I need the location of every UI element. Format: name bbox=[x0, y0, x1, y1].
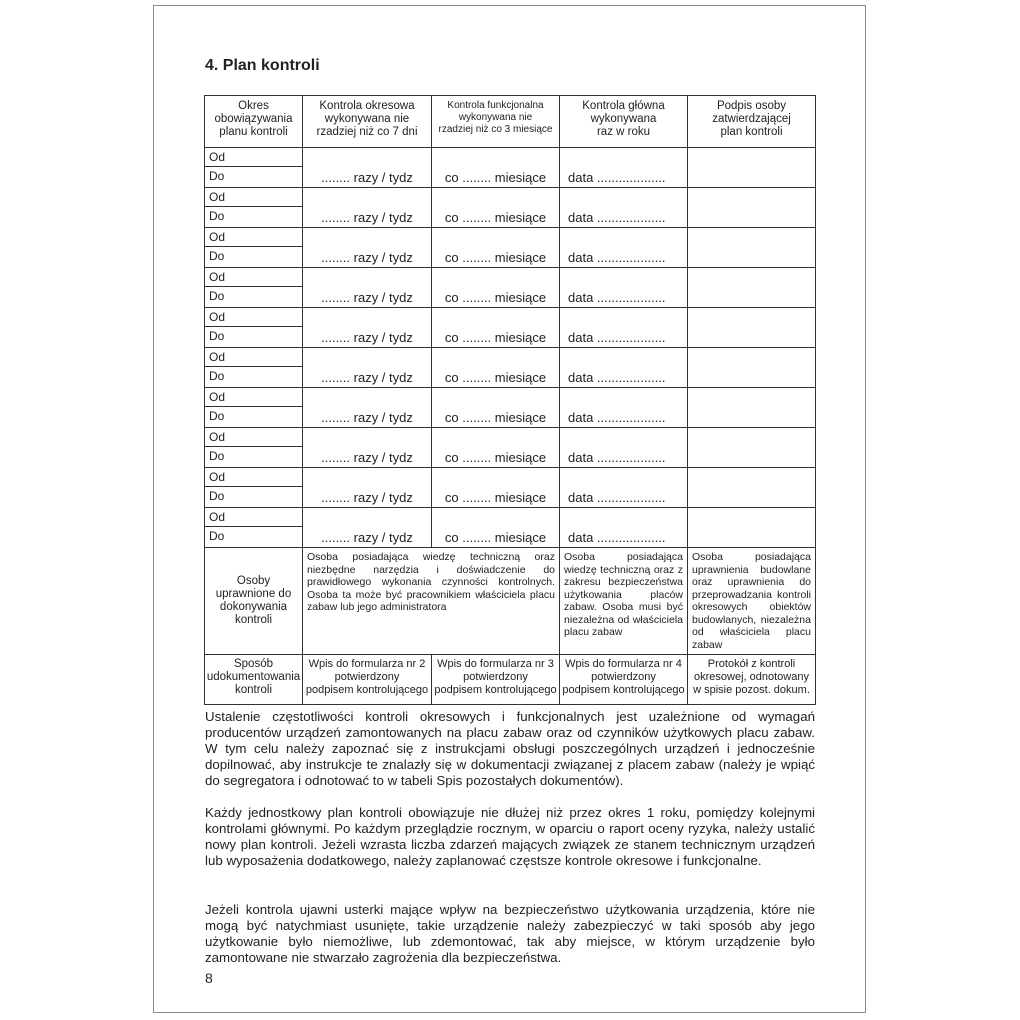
table-row bbox=[205, 388, 816, 428]
table-row bbox=[205, 308, 816, 348]
table-row bbox=[205, 348, 816, 388]
header-periodic-line: wykonywana nie bbox=[324, 113, 410, 125]
header-period-line: planu kontroli bbox=[219, 126, 288, 138]
method-functional bbox=[432, 655, 560, 705]
main-date-field[interactable]: data ................... bbox=[560, 388, 688, 428]
periodic-frequency-field[interactable]: ........ razy / tydz bbox=[303, 388, 432, 428]
page-number: 8 bbox=[205, 970, 213, 986]
header-periodic bbox=[303, 96, 432, 148]
header-periodic-line: Kontrola okresowa bbox=[319, 100, 415, 112]
persons-label-line: Osoby bbox=[236, 575, 271, 587]
signature-field[interactable] bbox=[688, 388, 816, 428]
do-field[interactable]: Do bbox=[209, 409, 225, 423]
period-cell bbox=[205, 308, 303, 348]
periodic-frequency-field[interactable]: ........ razy / tydz bbox=[303, 348, 432, 388]
functional-frequency-field[interactable]: co ........ miesiące bbox=[432, 308, 560, 348]
main-date-field[interactable]: data ................... bbox=[560, 428, 688, 468]
method-line: Wpis do formularza nr 2 bbox=[308, 658, 426, 670]
period-cell bbox=[205, 188, 303, 228]
control-plan-table bbox=[204, 95, 816, 705]
table-row bbox=[205, 508, 816, 548]
method-label-line: udokumentowania bbox=[206, 671, 301, 683]
od-field[interactable]: Od bbox=[205, 468, 302, 487]
persons-functional: Osoba posiadająca wiedzę techniczną oraz z zakresu bezpieczeństwa użytkowania placów zabaw. Osoba musi być niezależna od właściciela placu zabaw bbox=[560, 548, 688, 655]
do-field[interactable]: Do bbox=[209, 289, 225, 303]
method-line: potwierdzony bbox=[334, 671, 400, 683]
method-line: okresowej, odnotowany bbox=[694, 671, 809, 683]
header-period-line: Okres bbox=[238, 100, 269, 112]
header-periodic-line: rzadziej niż co 7 dni bbox=[316, 126, 418, 138]
periodic-frequency-field[interactable]: ........ razy / tydz bbox=[303, 468, 432, 508]
periodic-frequency-field[interactable]: ........ razy / tydz bbox=[303, 428, 432, 468]
periodic-frequency-field[interactable]: ........ razy / tydz bbox=[303, 148, 432, 188]
od-field[interactable]: Od bbox=[205, 388, 302, 407]
do-field[interactable]: Do bbox=[209, 449, 225, 463]
method-row bbox=[205, 655, 816, 705]
signature-field[interactable] bbox=[688, 308, 816, 348]
method-line: podpisem kontrolującego bbox=[434, 684, 557, 696]
method-signature bbox=[688, 655, 816, 705]
do-field[interactable]: Do bbox=[209, 209, 225, 223]
header-functional-line: rzadziej niż co 3 miesiące bbox=[438, 124, 553, 135]
periodic-frequency-field[interactable]: ........ razy / tydz bbox=[303, 268, 432, 308]
header-main bbox=[560, 96, 688, 148]
table-row bbox=[205, 268, 816, 308]
persons-main: Osoba posiadająca uprawnienia budowlane oraz uprawnienia do przeprowadzania kontroli okresowych obiektów budowlanych, niezależna od właściciela placu zabaw bbox=[688, 548, 816, 655]
functional-frequency-field[interactable]: co ........ miesiące bbox=[432, 468, 560, 508]
od-field[interactable]: Od bbox=[205, 148, 302, 167]
persons-label-line: kontroli bbox=[234, 614, 273, 626]
persons-label-line: uprawnione do bbox=[215, 588, 292, 600]
header-signature bbox=[688, 96, 816, 148]
periodic-frequency-field[interactable]: ........ razy / tydz bbox=[303, 508, 432, 548]
signature-field[interactable] bbox=[688, 228, 816, 268]
header-functional bbox=[432, 96, 560, 148]
main-date-field[interactable]: data ................... bbox=[560, 348, 688, 388]
period-cell bbox=[205, 348, 303, 388]
method-line: Wpis do formularza nr 3 bbox=[437, 658, 554, 670]
method-main bbox=[560, 655, 688, 705]
do-field[interactable]: Do bbox=[209, 489, 225, 503]
periodic-frequency-field[interactable]: ........ razy / tydz bbox=[303, 228, 432, 268]
persons-label-line: dokonywania bbox=[219, 601, 288, 613]
paragraph-defects: Jeżeli kontrola ujawni usterki mające wpływ na bezpieczeństwo użytkowania urządzenia, które nie mogą być natychmiast usunięte, takie urządzenie należy zabezpieczyć w taki sposób aby jego użytkowanie było niemożliwe, lub zdemontować, tak aby miejsce, w którym urządzenie było zamontowane nie stwarzało zagrożenia dla bezpieczeństwa. bbox=[205, 902, 815, 966]
method-line: potwierdzony bbox=[591, 671, 656, 683]
period-cell bbox=[205, 388, 303, 428]
table-row bbox=[205, 188, 816, 228]
method-line: Wpis do formularza nr 4 bbox=[565, 658, 682, 670]
do-field[interactable]: Do bbox=[209, 249, 225, 263]
header-signature-line: zatwierdzającej bbox=[712, 113, 791, 125]
do-field[interactable]: Do bbox=[209, 529, 225, 543]
header-functional-line: wykonywana nie bbox=[458, 112, 533, 123]
main-date-field[interactable]: data ................... bbox=[560, 308, 688, 348]
signature-field[interactable] bbox=[688, 348, 816, 388]
functional-frequency-field[interactable]: co ........ miesiące bbox=[432, 428, 560, 468]
do-field[interactable]: Do bbox=[209, 169, 225, 183]
od-field[interactable]: Od bbox=[205, 228, 302, 247]
header-signature-line: plan kontroli bbox=[720, 126, 783, 138]
table-row bbox=[205, 468, 816, 508]
header-functional-line: Kontrola funkcjonalna bbox=[447, 100, 544, 111]
signature-field[interactable] bbox=[688, 268, 816, 308]
functional-frequency-field[interactable]: co ........ miesiące bbox=[432, 268, 560, 308]
method-periodic bbox=[303, 655, 432, 705]
signature-field[interactable] bbox=[688, 188, 816, 228]
paragraph-validity: Każdy jednostkowy plan kontroli obowiązuje nie dłużej niż przez okres 1 roku, pomiędzy kolejnymi kontrolami głównymi. Po każdym przeglądzie rocznym, w oparciu o raport oceny ryzyka, należy ustalić nowy plan kontroli. Jeżeli wzrasta liczba zdarzeń mających związek ze stanem technicznym urządzeń lub wyposażenia dodatkowego, należy zaplanować częstsze kontrole okresowe i funkcjonalne. bbox=[205, 805, 815, 869]
od-field[interactable]: Od bbox=[205, 308, 302, 327]
method-line: podpisem kontrolującego bbox=[305, 684, 429, 696]
persons-row bbox=[205, 548, 816, 655]
od-field[interactable]: Od bbox=[205, 508, 302, 527]
period-cell bbox=[205, 468, 303, 508]
period-cell bbox=[205, 428, 303, 468]
header-main-line: wykonywana bbox=[590, 113, 657, 125]
method-label bbox=[205, 655, 303, 705]
method-line: podpisem kontrolującego bbox=[562, 684, 685, 696]
method-line: potwierdzony bbox=[463, 671, 528, 683]
do-field[interactable]: Do bbox=[209, 369, 225, 383]
functional-frequency-field[interactable]: co ........ miesiące bbox=[432, 388, 560, 428]
header-period-line: obowiązywania bbox=[214, 113, 293, 125]
paragraph-frequency: Ustalenie częstotliwości kontroli okresowych i funkcjonalnych jest uzależnione od wymagań producentów urządzeń zamontowanych na placu zabaw oraz od czynników użytkowych placu zabaw. W tym celu należy zapoznać się z instrukcjami obsługi poszczególnych urządzeń i jednocześnie dopilnować, aby instrukcje te znalazły się w dokumentacji związanej z placem zabaw (należy je wpiąć do segregatora i odnotować to w tabeli Spis pozostałych dokumentów). bbox=[205, 709, 815, 789]
method-line: w spisie pozost. dokum. bbox=[693, 684, 810, 696]
functional-frequency-field[interactable]: co ........ miesiące bbox=[432, 148, 560, 188]
method-label-line: Sposób bbox=[233, 658, 273, 670]
period-cell bbox=[205, 148, 303, 188]
main-date-field[interactable]: data ................... bbox=[560, 508, 688, 548]
main-date-field[interactable]: data ................... bbox=[560, 228, 688, 268]
section-title: 4. Plan kontroli bbox=[205, 57, 320, 74]
signature-field[interactable] bbox=[688, 428, 816, 468]
table-row bbox=[205, 148, 816, 188]
table-header-row bbox=[205, 96, 816, 148]
table-body bbox=[205, 148, 816, 705]
table-row bbox=[205, 228, 816, 268]
od-field[interactable]: Od bbox=[205, 348, 302, 367]
main-date-field[interactable]: data ................... bbox=[560, 188, 688, 228]
period-cell bbox=[205, 268, 303, 308]
periodic-frequency-field[interactable]: ........ razy / tydz bbox=[303, 308, 432, 348]
signature-field[interactable] bbox=[688, 148, 816, 188]
header-period bbox=[205, 96, 303, 148]
period-cell bbox=[205, 508, 303, 548]
functional-frequency-field[interactable]: co ........ miesiące bbox=[432, 348, 560, 388]
method-line: Protokół z kontroli bbox=[707, 658, 796, 670]
header-signature-line: Podpis osoby bbox=[716, 100, 787, 112]
functional-frequency-field[interactable]: co ........ miesiące bbox=[432, 188, 560, 228]
od-field[interactable]: Od bbox=[205, 268, 302, 287]
signature-field[interactable] bbox=[688, 508, 816, 548]
header-main-line: raz w roku bbox=[596, 126, 651, 138]
functional-frequency-field[interactable]: co ........ miesiące bbox=[432, 228, 560, 268]
signature-field[interactable] bbox=[688, 468, 816, 508]
main-date-field[interactable]: data ................... bbox=[560, 148, 688, 188]
functional-frequency-field[interactable]: co ........ miesiące bbox=[432, 508, 560, 548]
periodic-frequency-field[interactable]: ........ razy / tydz bbox=[303, 188, 432, 228]
do-field[interactable]: Do bbox=[209, 329, 225, 343]
method-label-line: kontroli bbox=[234, 684, 273, 696]
od-field[interactable]: Od bbox=[205, 428, 302, 447]
table-row bbox=[205, 428, 816, 468]
od-field[interactable]: Od bbox=[205, 188, 302, 207]
period-cell bbox=[205, 228, 303, 268]
persons-label bbox=[205, 548, 303, 655]
persons-periodic: Osoba posiadająca wiedzę techniczną oraz niezbędne narzędzia i doświadczenie do prawidłowego wykonania czynności kontrolnych. Osoba ta może być pracownikiem właściciela placu zabaw lub jego administratora bbox=[303, 548, 560, 655]
main-date-field[interactable]: data ................... bbox=[560, 468, 688, 508]
main-date-field[interactable]: data ................... bbox=[560, 268, 688, 308]
header-main-line: Kontrola główna bbox=[582, 100, 665, 112]
